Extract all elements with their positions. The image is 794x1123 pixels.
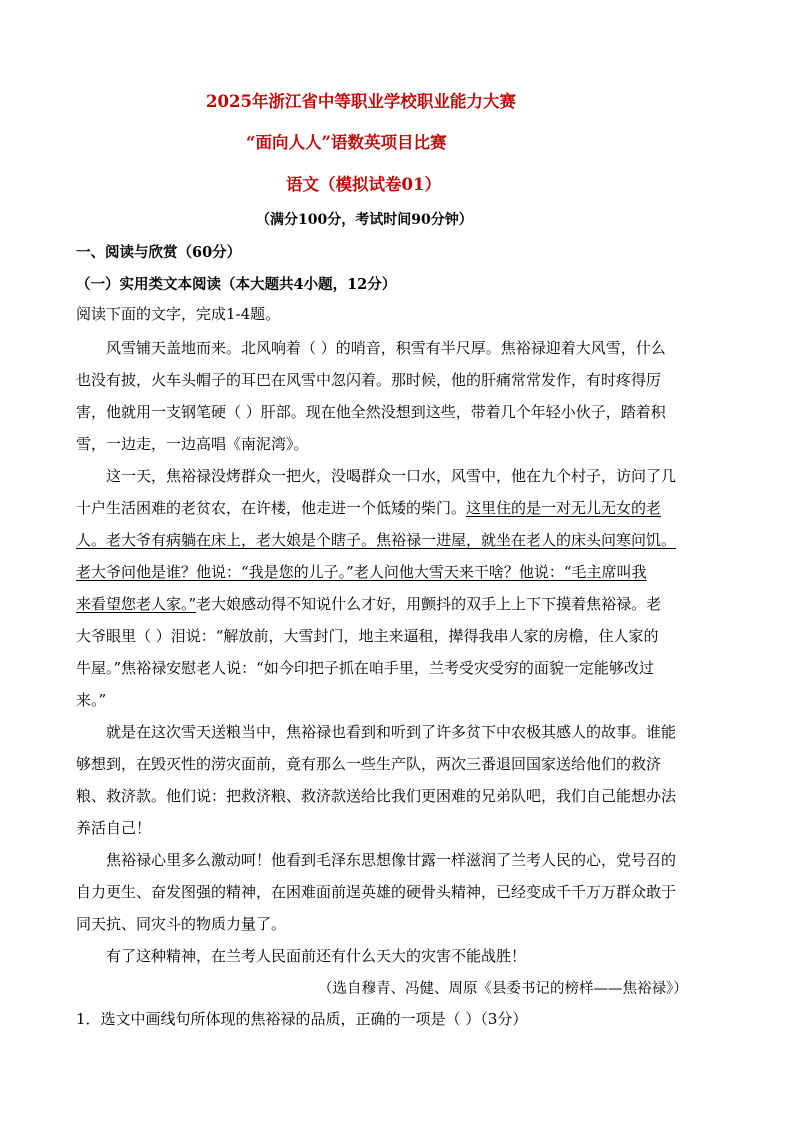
passage-line: 来。” xyxy=(76,691,107,709)
passage-line: 够想到，在毁灭性的涝灾面前，竟有那么一些生产队，两次三番退回国家送给他们的救济 xyxy=(76,755,662,773)
passage-line: 就是在这次雪天送粮当中，焦裕禄也看到和听到了许多贫下中农极其感人的故事。谁能 xyxy=(106,723,677,741)
passage-line: 同天抗、同灾斗的物质力量了。 xyxy=(76,915,287,933)
underlined-sentence: 这里住的是一对无儿无女的老 xyxy=(466,499,662,517)
passage-source: （选自穆青、冯健、周原《县委书记的榜样——焦裕禄》） xyxy=(318,981,688,997)
passage-line: 焦裕禄心里多么激动呵！他看到毛泽东思想像甘露一样滋润了兰考人民的心，党号召的 xyxy=(106,851,677,869)
passage-line: 牛屋。”焦裕禄安慰老人说：“如今印把子抓在咱手里，兰考受灾受穷的面貌一定能够改过 xyxy=(76,659,654,677)
underlined-sentence: 人。老大爷有病躺在床上，老大娘是个瞎子。焦裕禄一进屋，就坐在老人的床头问寒问饥。 xyxy=(76,531,677,549)
passage-line: 养活自己！ xyxy=(76,819,152,837)
passage-line-with-underline-start xyxy=(76,497,661,518)
passage-line: 自力更生、奋发图强的精神，在困难面前逞英雄的硬骨头精神，已经变成千千万万群众敢于 xyxy=(76,883,677,901)
exam-title-line1: 2025年浙江省中等职业学校职业能力大赛 xyxy=(206,92,516,111)
reading-instruction: 阅读下面的文字，完成1-4题。 xyxy=(76,305,281,323)
passage-line: 风雪铺天盖地而来。北风响着（ ）的哨音，积雪有半尺厚。焦裕禄迎着大风雪，什么 xyxy=(106,339,666,357)
part-heading: （一）实用类文本阅读（本大题共4小题，12分） xyxy=(76,276,397,293)
underlined-sentence: 老大爷问他是谁？他说：“我是您的儿子。”老人问他大雪天来干啥？他说：“毛主席叫我 xyxy=(76,563,647,581)
passage-text: 老大娘感动得不知说什么才好，用颤抖的双手上上下下摸着焦裕禄。老 xyxy=(196,595,662,613)
passage-line-with-underline-end xyxy=(76,593,661,614)
passage-line: 雪，一边走，一边高唱《南泥湾》。 xyxy=(76,435,309,453)
exam-title-line2: “面向人人”语数英项目比赛 xyxy=(246,133,447,152)
passage-line: 害，他就用一支钢笔硬（ ）肝部。现在他全然没想到这些，带着几个年轻小伙子，踏着积 xyxy=(76,403,666,421)
passage-line: 粮、救济款。他们说：把救济粮、救济款送给比我们更困难的兄弟队吧，我们自己能想办法 xyxy=(76,787,677,805)
exam-subtitle: （满分100分，考试时间90分钟） xyxy=(256,212,473,228)
section-heading: 一、阅读与欣赏（60分） xyxy=(76,244,242,261)
underlined-sentence: 来看望您老人家。” xyxy=(76,595,197,613)
passage-line: 也没有披，火车头帽子的耳巴在风雪中忽闪着。那时候，他的肝痛常常发作，有时疼得厉 xyxy=(76,371,662,389)
passage-line: 这一天，焦裕禄没烤群众一把火，没喝群众一口水，风雪中，他在九个村子，访问了几 xyxy=(106,467,677,485)
exam-title-line3: 语文（模拟试卷01） xyxy=(286,175,441,194)
passage-line: 大爷眼里（ ）泪说：“解放前，大雪封门，地主来逼租，撵得我串人家的房檐，住人家的 xyxy=(76,627,659,645)
passage-line: 有了这种精神，在兰考人民面前还有什么天大的灾害不能战胜！ xyxy=(106,947,527,965)
question-1: 1．选文中画线句所体现的焦裕禄的品质，正确的一项是（ ）（3分） xyxy=(76,1010,528,1028)
passage-text: 十户生活困难的老贫农，在许楼，他走进一个低矮的柴门。 xyxy=(76,499,467,517)
